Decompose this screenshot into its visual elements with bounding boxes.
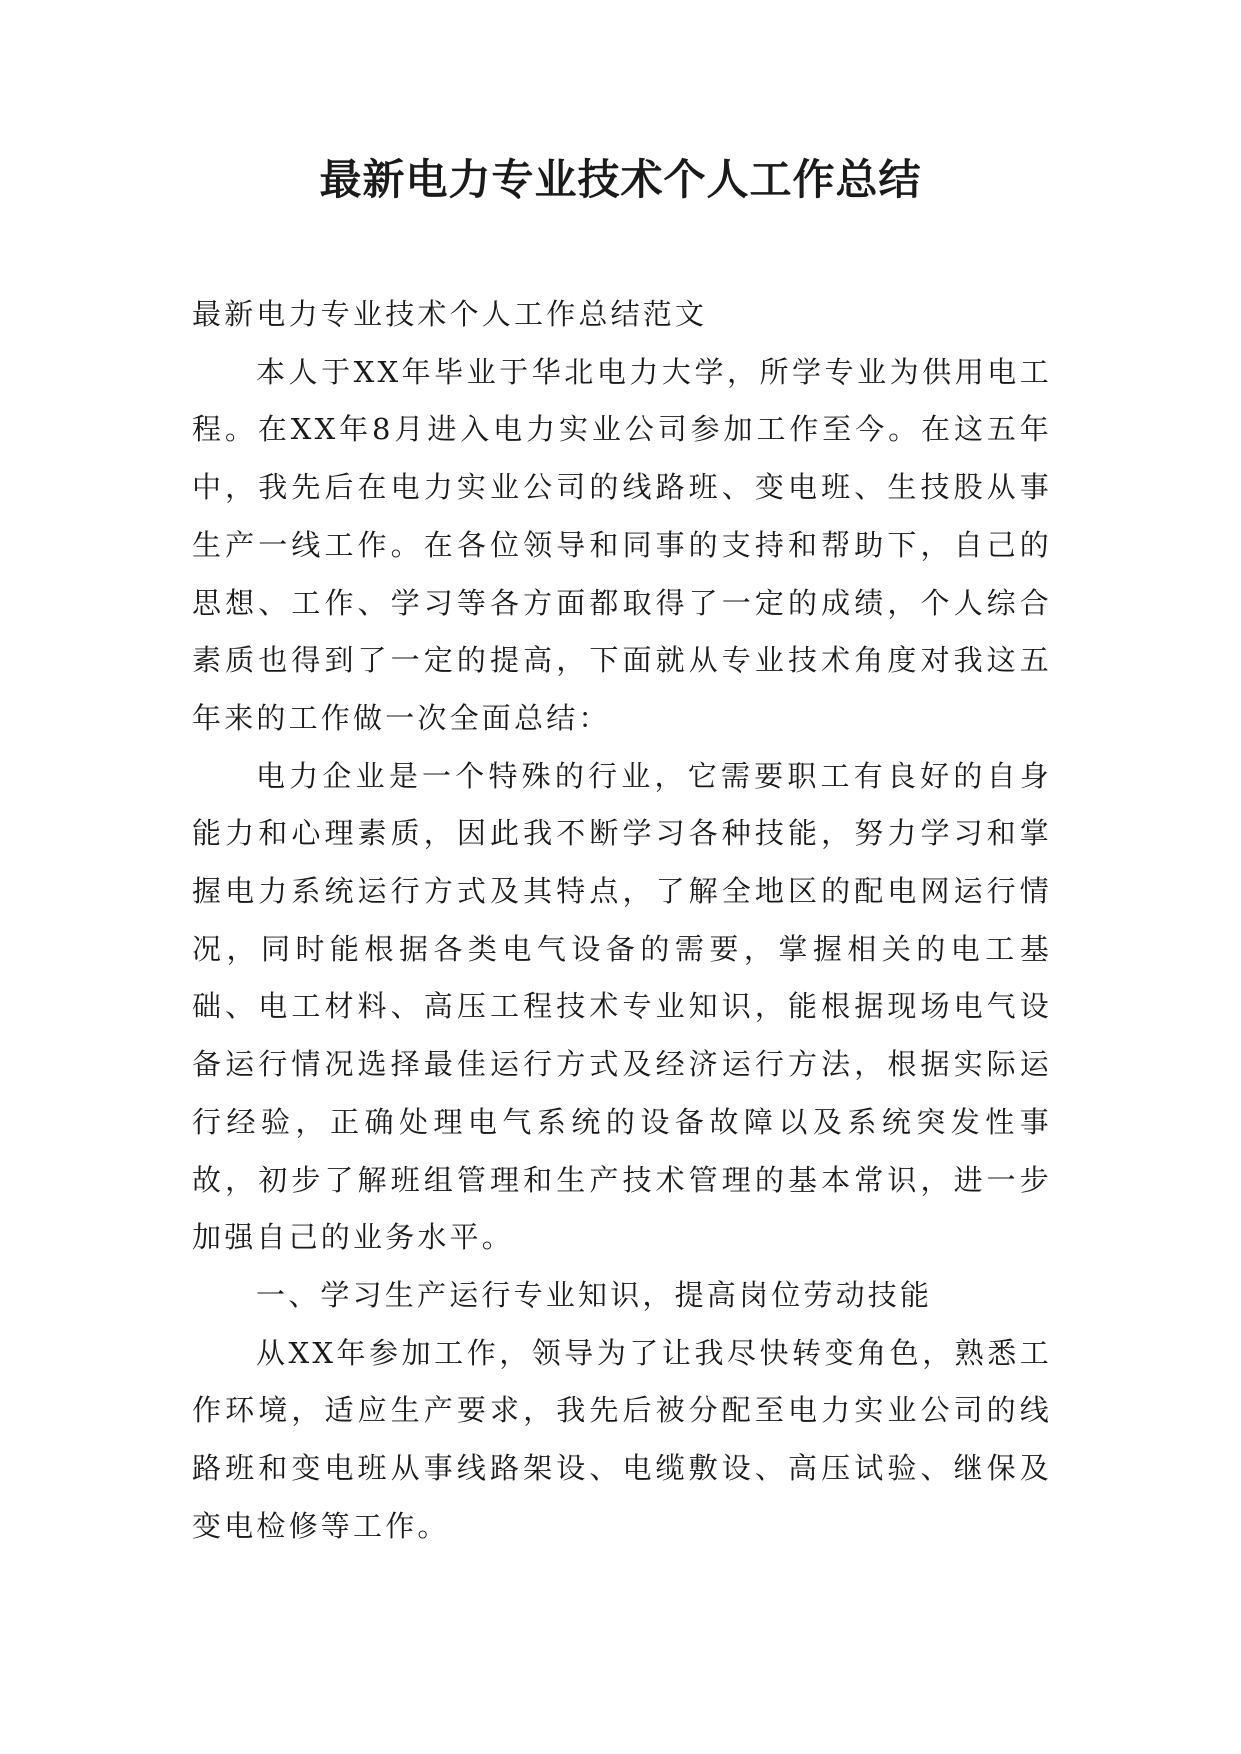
paragraph-intro: 本人于XX年毕业于华北电力大学，所学专业为供用电工程。在XX年8月进入电力实业公司参加工作至今。在这五年中，我先后在电力实业公司的线路班、变电班、生技股从事生产一线工作。在各位领导和同事的支持和帮助下，自己的思想、工作、学习等各方面都取得了一定的成绩，个人综合素质也得到了一定的提高，下面就从专业技术角度对我这五年来的工作做一次全面总结： bbox=[192, 354, 1052, 735]
document-body bbox=[192, 286, 1052, 1555]
paragraph-skills: 电力企业是一个特殊的行业，它需要职工有良好的自身能力和心理素质，因此我不断学习各种技能，努力学习和掌握电力系统运行方式及其特点，了解全地区的配电网运行情况，同时能根据各类电气设备的需要，掌握相关的电工基础、电工材料、高压工程技术专业知识，能根据现场电气设备运行情况选择最佳运行方式及经济运行方法，根据实际运行经验，正确处理电气系统的设备故障以及系统突发性事故，初步了解班组管理和生产技术管理的基本常识，进一步加强自己的业务水平。 bbox=[192, 758, 1052, 1255]
document-subtitle: 最新电力专业技术个人工作总结范文 bbox=[192, 297, 708, 331]
document-title: 最新电力专业技术个人工作总结 bbox=[319, 155, 922, 204]
section-heading-1: 一、学习生产运行专业知识，提高岗位劳动技能 bbox=[256, 1277, 933, 1312]
paragraph-assignment: 从XX年参加工作，领导为了让我尽快转变角色，熟悉工作环境，适应生产要求，我先后被分配至电力实业公司的线路班和变电班从事线路架设、电缆敷设、高压试验、继保及变电检修等工作。 bbox=[192, 1335, 1052, 1543]
